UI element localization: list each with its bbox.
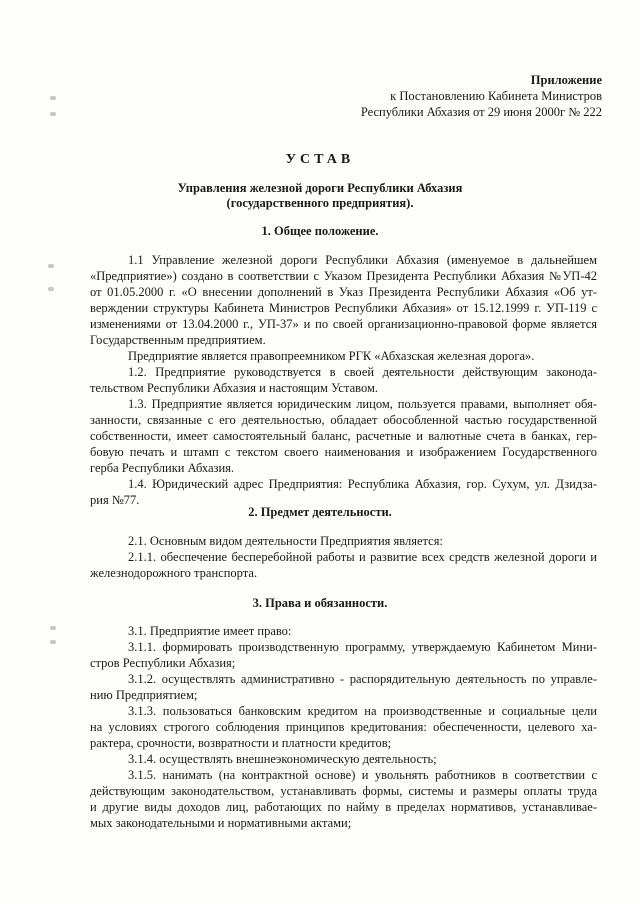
- paragraph-line: стров Республики Абхазия;: [90, 656, 236, 670]
- paragraph-line: изменениями от 13.04.2000 г., УП-37» и по своей организационно-правовой форме является: [90, 317, 597, 331]
- punch-hole-mark: [50, 96, 56, 100]
- paragraph-line: мых законодательными и нормативными актами;: [90, 816, 352, 830]
- paragraph: [90, 476, 597, 508]
- subtitle-line: (государственного предприятия).: [226, 196, 414, 210]
- paragraph: [90, 703, 597, 751]
- paragraph: [90, 348, 597, 364]
- paragraph-line: 1.1 Управление железной дороги Республики Абхазия (именуемое в дальнейшем: [128, 253, 597, 267]
- document-subtitle: [0, 181, 640, 211]
- appendix-heading: Приложение: [530, 73, 602, 87]
- paragraph: [90, 671, 597, 703]
- paragraph: [90, 533, 597, 549]
- paragraph-line: рактера, срочности, возвратности и платности кредитов;: [90, 736, 392, 750]
- paragraph-line: рия №77.: [90, 493, 140, 507]
- paragraph-line: и другие виды доходов лиц, работающих по найму в пределах нормативов, устанавливае-: [90, 800, 597, 814]
- punch-hole-mark: [50, 626, 56, 630]
- paragraph: [90, 396, 597, 476]
- punch-hole-mark: [48, 287, 54, 291]
- paragraph-line: 3.1.1. формировать производственную программу, утверждаемую Кабинетом Мини-: [128, 640, 597, 654]
- subtitle-line: Управления железной дороги Республики Абхазия: [177, 181, 463, 195]
- paragraph-line: на условиях строгого соблюдения принципов кредитования: обеспеченности, целевого ха-: [90, 720, 597, 734]
- paragraph-line: 1.3. Предприятие является юридическим лицом, пользуется правами, выполняет обя-: [128, 397, 597, 411]
- paragraph: [90, 639, 597, 671]
- paragraph-line: тельством Республики Абхазия и настоящим Уставом.: [90, 381, 379, 395]
- appendix-line: к Постановлению Кабинета Министров: [390, 89, 602, 103]
- section-heading-2: 2. Предмет деятельности.: [248, 505, 392, 519]
- punch-hole-mark: [48, 264, 54, 268]
- paragraph-line: бовую печать и штамп с текстом своего наименования и изображением Государственного: [90, 445, 597, 459]
- paragraph: [90, 751, 597, 767]
- appendix-line: Республики Абхазия от 29 июня 2000г № 222: [360, 105, 602, 119]
- paragraph-line: 3.1.2. осуществлять административно - распорядительную деятельность по управле-: [128, 672, 597, 686]
- paragraph-line: железнодорожного транспорта.: [90, 566, 258, 580]
- paragraph-line: 3.1. Предприятие имеет право:: [128, 624, 292, 638]
- paragraph: [90, 549, 597, 581]
- paragraph-line: нию Предприятием;: [90, 688, 198, 702]
- paragraph: [90, 364, 597, 396]
- paragraph-line: собственности, имеет самостоятельный баланс, расчетные и валютные счета в банках, гер-: [90, 429, 597, 443]
- paragraph-line: герба Республики Абхазия.: [90, 461, 235, 475]
- paragraph-line: 2.1. Основным видом деятельности Предприятия является:: [128, 534, 443, 548]
- paragraph-line: от 01.05.2000 г. «О внесении дополнений в Указ Президента Республики Абхазия «Об ут-: [90, 285, 597, 299]
- paragraph: [90, 623, 597, 639]
- paragraph-line: 3.1.3. пользоваться банковским кредитом на производственные и социальные цели: [128, 704, 597, 718]
- paragraph-line: Государственным предприятием.: [90, 333, 266, 347]
- paragraph-line: «Предприятие») создано в соответствии с Указом Президента Республики Абхазия №УП-42: [90, 269, 597, 283]
- paragraph-line: 1.2. Предприятие руководствуется в своей деятельности действующим законода-: [128, 365, 597, 379]
- paragraph: [90, 252, 597, 348]
- punch-hole-mark: [50, 112, 56, 116]
- paragraph-line: 1.4. Юридический адрес Предприятия: Республика Абхазия, гор. Сухум, ул. Дзидза-: [128, 477, 597, 491]
- paragraph-line: 3.1.5. нанимать (на контрактной основе) и увольнять работников в соответствии с: [128, 768, 597, 782]
- punch-hole-mark: [50, 640, 56, 644]
- section-heading-1: 1. Общее положение.: [261, 224, 379, 238]
- paragraph-line: 2.1.1. обеспечение бесперебойной работы и развитие всех средств железной дороги и: [128, 550, 597, 564]
- paragraph-line: Предприятие является правопреемником РГК «Абхазская железная дорога».: [128, 349, 535, 363]
- paragraph-line: верждении структуры Кабинета Министров Республики Абхазия» от 15.12.1999 г. УП-119 с: [90, 301, 597, 315]
- appendix-block: [361, 72, 602, 120]
- paragraph-line: действующим законодательством, устанавливать формы, системы и размеры оплаты труда: [90, 784, 597, 798]
- paragraph-line: 3.1.4. осуществлять внешнеэкономическую деятельность;: [128, 752, 437, 766]
- document-title: УСТАВ: [285, 152, 355, 167]
- section-heading-3: 3. Права и обязанности.: [252, 596, 388, 610]
- paragraph-line: занности, связанные с его деятельностью, обладает обособленной частью государственной: [90, 413, 597, 427]
- paragraph: [90, 767, 597, 831]
